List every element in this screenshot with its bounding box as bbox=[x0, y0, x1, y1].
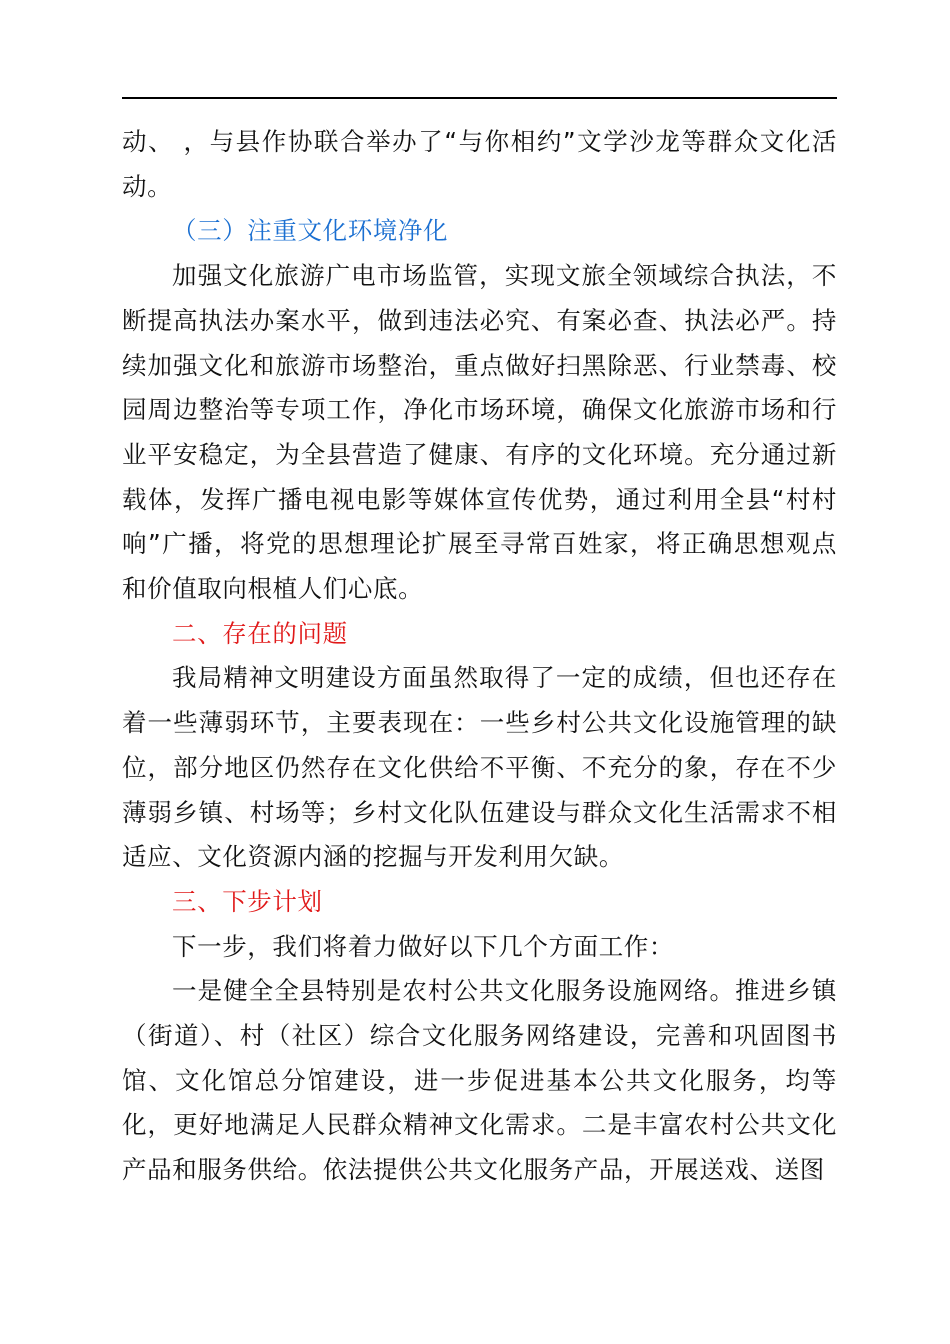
document-body bbox=[122, 120, 837, 1193]
paragraph-problems: 我局精神文明建设方面虽然取得了一定的成绩，但也还存在着一些薄弱环节，主要表现在：一些乡村公共文化设施管理的缺位，部分地区仍然存在文化供给不平衡、不充分的象，存在不少薄弱乡镇、村场等；乡村文化队伍建设与群众文化生活需求不相适应、文化资源内涵的挖掘与开发利用欠缺。 bbox=[122, 663, 837, 872]
paragraph-next-steps-intro: 下一步，我们将着力做好以下几个方面工作： bbox=[172, 931, 674, 961]
heading-next-steps: 三、下步计划 bbox=[172, 886, 323, 916]
subheading-culture-environment: （三）注重文化环境净化 bbox=[172, 216, 449, 246]
heading-existing-problems: 二、存在的问题 bbox=[172, 618, 348, 648]
paragraph-plan-items: 一是健全全县特别是农村公共文化服务设施网络。推进乡镇（街道）、村（社区）综合文化服务网络建设，完善和巩固图书馆、文化馆总分馆建设，进一步促进基本公共文化服务，均等化，更好地满足人民群众精神文化需求。二是丰富农村公共文化产品和服务供给。依法提供公共文化服务产品，开展送戏、送图 bbox=[122, 976, 837, 1185]
paragraph-market-regulation: 加强文化旅游广电市场监管，实现文旅全领域综合执法，不断提高执法办案水平，做到违法必究、有案必查、执法必严。持续加强文化和旅游市场整治，重点做好扫黑除恶、行业禁毒、校园周边整治等专项工作，净化市场环境，确保文化旅游市场和行业平安稳定，为全县营造了健康、有序的文化环境。充分通过新载体，发挥广播电视电影等媒体宣传优势，通过利用全县“村村响”广播，将党的思想理论扩展至寻常百姓家，将正确思想观点和价值取向根植人们心底。 bbox=[122, 261, 837, 604]
paragraph-continued-activities: 动、 ，与县作协联合举办了“与你相约”文学沙龙等群众文化活动。 bbox=[122, 127, 837, 201]
header-rule bbox=[122, 97, 837, 99]
